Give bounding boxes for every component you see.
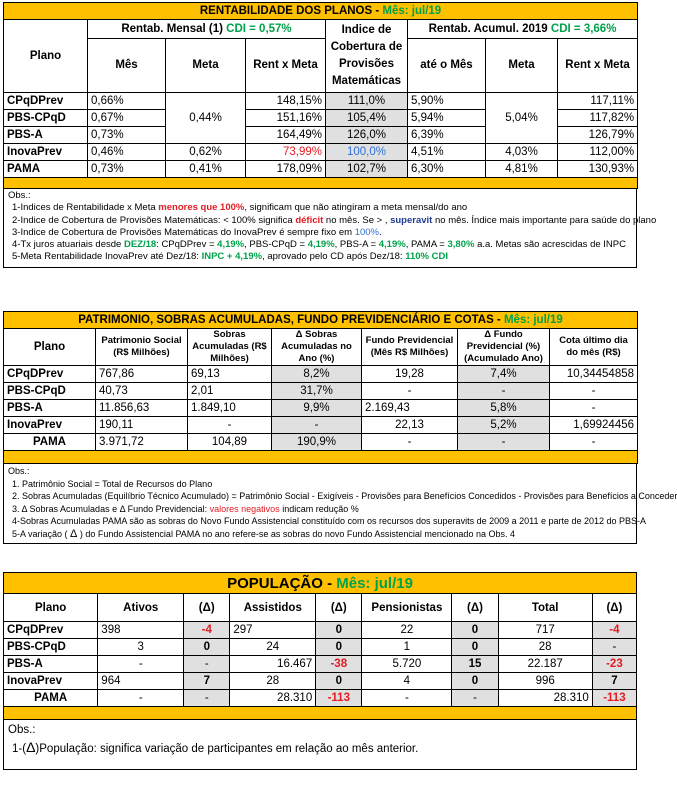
table-cell: PAMA <box>4 690 98 707</box>
table-cell: 3.971,72 <box>96 434 188 451</box>
table-cell: 28 <box>230 673 316 690</box>
text-fragment <box>8 227 632 239</box>
table-cell: 112,00% <box>558 144 638 161</box>
table-cell: - <box>272 417 362 434</box>
table-cell: Plano <box>4 594 98 622</box>
text-fragment: 1-Indices de Rentabilidade x Meta <box>12 202 159 214</box>
text-fragment: 3,80% <box>447 239 475 251</box>
table-cell: 6,30% <box>408 161 486 178</box>
table-cell: - <box>188 417 272 434</box>
table-cell: 190,11 <box>96 417 188 434</box>
table-cell: 28 <box>498 639 592 656</box>
text-fragment: Obs.: <box>8 190 31 201</box>
text-fragment: )População: significa variação de participantes em relação ao mês anterior. <box>35 743 419 755</box>
table-cell: 73,99% <box>246 144 326 161</box>
table-cell: 4,03% <box>486 144 558 161</box>
table-cell: - <box>458 383 550 400</box>
table-cell: 22,13 <box>362 417 458 434</box>
table-cell: 7 <box>592 673 636 690</box>
table-cell: Total <box>498 594 592 622</box>
patrimonio-obs <box>3 464 677 544</box>
table-cell: 40,73 <box>96 383 188 400</box>
table-cell: 2.169,43 <box>362 400 458 417</box>
text-fragment: 4,19% <box>378 239 406 251</box>
text-fragment: indicam redução % <box>279 503 359 514</box>
table-cell: PBS-CPqD <box>4 639 98 656</box>
table-cell: 0 <box>316 639 362 656</box>
table-cell: 11.856,63 <box>96 400 188 417</box>
table-cell: CPqDPrev <box>4 93 88 110</box>
table-cell: 69,13 <box>188 366 272 383</box>
table-cell: 1 <box>362 639 452 656</box>
indice-cobertura-header: Indice de Cobertura de Provisões Matemáticas <box>326 20 408 93</box>
text-fragment: 4-Sobras Acumuladas PAMA são as sobras do Novo Fundo Assistencial constituído com os recursos dos superavits de 2009 a 2011 e parte de 2012 do PBS-A <box>12 516 647 526</box>
text-fragment: Δ <box>70 527 78 540</box>
table-cell: - <box>550 434 638 451</box>
table-cell: 4,81% <box>486 161 558 178</box>
table-cell: 297 <box>230 622 316 639</box>
rentabilidade-section <box>3 2 657 268</box>
table-cell: 1.849,10 <box>188 400 272 417</box>
table-cell: 3 <box>98 639 184 656</box>
text-fragment: RENTABILIDADE DOS PLANOS - <box>199 5 383 17</box>
table-cell: CPqDPrev <box>4 366 96 383</box>
table-cell: -4 <box>184 622 230 639</box>
table-cell: 0,46% <box>88 144 166 161</box>
rentab-mensal-header <box>88 20 326 39</box>
text-fragment: Obs.: <box>8 466 30 476</box>
table-cell: 190,9% <box>272 434 362 451</box>
table-cell: -4 <box>592 622 636 639</box>
table-cell: 767,86 <box>96 366 188 383</box>
text-fragment: Rentab. Mensal (1) <box>121 22 227 35</box>
col-plano: Plano <box>4 329 96 366</box>
col-meta: Meta <box>166 38 246 92</box>
col-rent-meta-acum: Rent x Meta <box>558 38 638 92</box>
table-cell: 31,7% <box>272 383 362 400</box>
text-fragment: 2. Sobras Acumuladas (Equilíbrio Técnico Acumulado) = Patrimônio Social - Exigíveis - Provisões para Benefícios Concedidos - Provisões para Benefícios a Conceder <box>12 491 677 501</box>
table-cell: 130,93% <box>558 161 638 178</box>
table-cell: PAMA <box>4 161 88 178</box>
text-fragment <box>8 202 632 214</box>
table-cell: 4,51% <box>408 144 486 161</box>
text-fragment: no mês. Índice mais importante para saúde do plano <box>432 214 657 226</box>
text-fragment: 4-Tx juros atuariais desde <box>12 239 124 251</box>
text-fragment: 5-Meta Rentabilidade InovaPrev até Dez/18: <box>12 251 202 263</box>
text-fragment: 110% CDI <box>405 251 448 263</box>
table-cell: - <box>184 656 230 673</box>
patrimonio-title <box>4 312 638 329</box>
table-row <box>4 656 637 673</box>
table-cell: 5,8% <box>458 400 550 417</box>
table-cell: 0,41% <box>166 161 246 178</box>
text-fragment <box>8 251 632 263</box>
text-fragment: : CPqDPrev = <box>156 239 218 251</box>
table-cell: - <box>98 690 184 707</box>
table-cell: 126,0% <box>326 127 408 144</box>
table-cell: PBS-A <box>4 656 98 673</box>
text-fragment: CDI = 3,66% <box>550 22 617 35</box>
text-fragment: Obs.: <box>8 724 36 736</box>
table-cell: 0 <box>184 639 230 656</box>
col-sobras: Sobras Acumuladas (R$ Milhões) <box>188 329 272 366</box>
table-cell: - <box>184 690 230 707</box>
table-cell: 151,16% <box>246 110 326 127</box>
col-meta-acum: Meta <box>486 38 558 92</box>
table-cell: 19,28 <box>362 366 458 383</box>
table-row <box>4 434 638 451</box>
text-fragment: INPC + 4,19% <box>201 251 263 263</box>
table-cell: CPqDPrev <box>4 622 98 639</box>
text-fragment: 4,19% <box>307 239 335 251</box>
patrimonio-section <box>3 311 677 544</box>
table-cell: 9,9% <box>272 400 362 417</box>
spacer-bar <box>4 451 638 464</box>
table-cell: Pensionistas <box>362 594 452 622</box>
table-cell: 964 <box>98 673 184 690</box>
text-fragment: a.a. Metas são acrescidas de INPC <box>474 239 626 251</box>
table-cell: 6,39% <box>408 127 486 144</box>
meta-acum-shared: 5,04% <box>486 93 558 144</box>
table-cell: -113 <box>316 690 362 707</box>
text-fragment: Mês: jul/19 <box>503 314 563 326</box>
text-fragment <box>8 239 632 251</box>
table-cell: 178,09% <box>246 161 326 178</box>
table-cell: 398 <box>98 622 184 639</box>
populacao-title <box>4 573 637 594</box>
text-fragment: Rentab. Acumul. 2019 <box>428 22 551 35</box>
table-cell: 0,66% <box>88 93 166 110</box>
table-row <box>4 673 637 690</box>
table-cell: 102,7% <box>326 161 408 178</box>
populacao-section <box>3 572 637 770</box>
table-cell: PAMA <box>4 434 96 451</box>
text-fragment: 100% <box>354 226 380 238</box>
col-ate-mes: até o Mês <box>408 38 486 92</box>
rentabilidade-table <box>3 2 638 189</box>
populacao-table <box>3 572 637 720</box>
text-fragment: 1. Patrimônio Social = Total de Recursos do Plano <box>12 478 213 489</box>
table-cell: 996 <box>498 673 592 690</box>
table-cell: 111,0% <box>326 93 408 110</box>
table-cell: 22 <box>362 622 452 639</box>
text-fragment: valores negativos <box>209 503 280 514</box>
table-cell: (Δ) <box>316 594 362 622</box>
text-fragment: déficit <box>295 214 324 226</box>
text-fragment: . <box>379 226 382 238</box>
table-cell: 8,2% <box>272 366 362 383</box>
table-cell: (Δ) <box>592 594 636 622</box>
text-fragment <box>8 214 657 227</box>
text-fragment: , significam que não atingiram a meta mensal/do ano <box>244 202 468 214</box>
table-row <box>4 400 638 417</box>
text-fragment: , aprovado pelo CD após Dez/18: <box>262 251 406 263</box>
table-cell: 148,15% <box>246 93 326 110</box>
text-fragment: menores que 100% <box>158 202 245 214</box>
table-cell: PBS-CPqD <box>4 110 88 127</box>
table-cell: 2,01 <box>188 383 272 400</box>
col-mes: Mês <box>88 38 166 92</box>
table-cell: - <box>592 639 636 656</box>
meta-shared: 0,44% <box>166 93 246 144</box>
table-cell: - <box>362 434 458 451</box>
table-cell: 105,4% <box>326 110 408 127</box>
table-cell: 126,79% <box>558 127 638 144</box>
table-cell: Assistidos <box>230 594 316 622</box>
table-row <box>4 144 638 161</box>
table-row <box>4 383 638 400</box>
table-cell: 5.720 <box>362 656 452 673</box>
spacer-bar <box>4 707 637 720</box>
text-fragment: , PAMA = <box>405 239 448 251</box>
populacao-obs <box>3 720 637 770</box>
text-fragment: 4,19% <box>217 239 245 251</box>
table-cell: -113 <box>592 690 636 707</box>
table-row <box>4 93 638 110</box>
text-fragment: 3. Δ Sobras Acumuladas e Δ Fundo Previdencial: <box>12 503 210 514</box>
table-cell: PBS-CPqD <box>4 383 96 400</box>
table-cell: PBS-A <box>4 400 96 417</box>
text-fragment: superavit <box>390 214 433 226</box>
table-cell: 0 <box>316 673 362 690</box>
text-fragment: Mês: jul/19 <box>336 574 413 592</box>
table-cell: Ativos <box>98 594 184 622</box>
table-cell: 5,90% <box>408 93 486 110</box>
table-cell: 100,0% <box>326 144 408 161</box>
text-fragment: POPULAÇÃO - <box>227 574 337 592</box>
text-fragment: ) do Fundo Assistencial PAMA no ano refere-se as sobras do novo Fundo Assistencial mencionado na Obs. 4 <box>77 528 515 539</box>
col-patrimonio: Patrimonio Social (R$ Milhões) <box>96 329 188 366</box>
text-fragment: Mês: jul/19 <box>382 5 442 17</box>
table-row <box>4 366 638 383</box>
text-fragment <box>8 528 632 541</box>
col-cota: Cota último dia do mês (R$) <box>550 329 638 366</box>
text-fragment: DEZ/18 <box>123 239 157 251</box>
table-row <box>4 622 637 639</box>
table-cell: 5,2% <box>458 417 550 434</box>
text-fragment <box>8 503 632 516</box>
table-cell: 5,94% <box>408 110 486 127</box>
table-cell: 0,73% <box>88 161 166 178</box>
col-delta-sobras: Δ Sobras Acumuladas no Ano (%) <box>272 329 362 366</box>
table-cell: - <box>98 656 184 673</box>
table-cell: 22.187 <box>498 656 592 673</box>
table-cell: InovaPrev <box>4 144 88 161</box>
table-cell: 7,4% <box>458 366 550 383</box>
table-cell: 15 <box>452 656 498 673</box>
text-fragment: 2-Indice de Cobertura de Provisões Matemáticas: < 100% significa <box>12 214 296 226</box>
table-cell: - <box>362 690 452 707</box>
spacer-bar <box>4 178 638 189</box>
table-cell: -23 <box>592 656 636 673</box>
table-cell: 0,67% <box>88 110 166 127</box>
rentabilidade-obs <box>3 189 657 268</box>
table-cell: 10,34454858 <box>550 366 638 383</box>
table-cell: 717 <box>498 622 592 639</box>
table-row <box>4 690 637 707</box>
table-cell: (Δ) <box>452 594 498 622</box>
text-fragment <box>8 739 632 758</box>
table-cell: 104,89 <box>188 434 272 451</box>
table-cell: - <box>452 690 498 707</box>
table-cell: - <box>550 383 638 400</box>
text-fragment: no mês. Se > , <box>323 214 391 226</box>
table-cell: InovaPrev <box>4 673 98 690</box>
col-rent-meta: Rent x Meta <box>246 38 326 92</box>
table-cell: - <box>550 400 638 417</box>
table-cell: 0 <box>452 673 498 690</box>
table-cell: 117,11% <box>558 93 638 110</box>
table-cell: 0 <box>452 639 498 656</box>
table-cell: - <box>458 434 550 451</box>
text-fragment: 5-A variação ( <box>12 528 71 539</box>
table-cell: PBS-A <box>4 127 88 144</box>
table-row <box>4 639 637 656</box>
table-cell: 28.310 <box>498 690 592 707</box>
text-fragment: PATRIMONIO, SOBRAS ACUMULADAS, FUNDO PREVIDENCIÁRIO E COTAS - <box>78 314 504 326</box>
table-cell: 0,62% <box>166 144 246 161</box>
table-cell: 16.467 <box>230 656 316 673</box>
table-row <box>4 417 638 434</box>
table-cell: -38 <box>316 656 362 673</box>
table-row <box>4 161 638 178</box>
col-delta-fundo: Δ Fundo Previdencial (%) (Acumulado Ano) <box>458 329 550 366</box>
text-fragment: , PBS-CPqD = <box>244 239 308 251</box>
rentab-acumul-header <box>408 20 638 39</box>
table-cell: 0,73% <box>88 127 166 144</box>
table-cell: 1,69924456 <box>550 417 638 434</box>
rentabilidade-title <box>4 3 638 20</box>
table-cell: InovaPrev <box>4 417 96 434</box>
table-cell: 4 <box>362 673 452 690</box>
table-cell: 164,49% <box>246 127 326 144</box>
text-fragment: 3-Indice de Cobertura de Provisões Matemáticas do InovaPrev é sempre fixo em <box>12 226 355 238</box>
plano-header: Plano <box>4 20 88 93</box>
text-fragment: Δ <box>26 739 36 755</box>
table-cell: 117,82% <box>558 110 638 127</box>
table-cell: - <box>362 383 458 400</box>
table-cell: 28.310 <box>230 690 316 707</box>
table-cell: 0 <box>316 622 362 639</box>
text-fragment: , PBS-A = <box>334 239 379 251</box>
table-cell: (Δ) <box>184 594 230 622</box>
table-cell: 24 <box>230 639 316 656</box>
col-fundo: Fundo Previdencial (Mês R$ Milhões) <box>362 329 458 366</box>
text-fragment: 1-( <box>12 743 27 755</box>
text-fragment: CDI = 0,57% <box>226 22 292 35</box>
patrimonio-table <box>3 311 638 464</box>
table-cell: 0 <box>452 622 498 639</box>
table-cell: 7 <box>184 673 230 690</box>
